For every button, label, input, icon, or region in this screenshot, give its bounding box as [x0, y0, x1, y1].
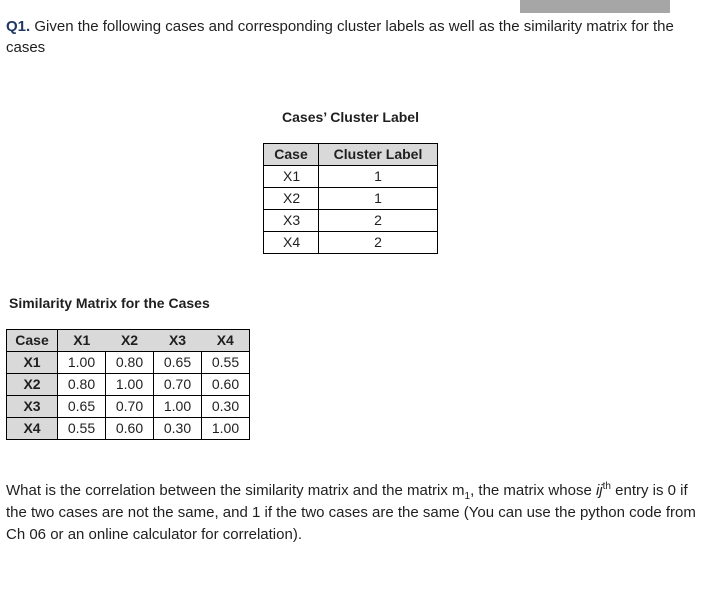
table-header-row [7, 330, 250, 352]
top-gray-bar [520, 0, 670, 13]
case-cell: X1 [264, 166, 319, 188]
matrix-cell: 1.00 [202, 418, 250, 440]
matrix-cell: 0.30 [202, 396, 250, 418]
similarity-table-title: Similarity Matrix for the Cases [9, 295, 210, 311]
case-cell: X3 [264, 210, 319, 232]
matrix-cell: 0.60 [106, 418, 154, 440]
header-x3: X3 [154, 330, 202, 352]
row-header: X1 [7, 352, 58, 374]
row-header: X3 [7, 396, 58, 418]
answer-part2: , the matrix whose [470, 482, 596, 499]
table-row [264, 188, 438, 210]
subscript-one: 1 [464, 491, 471, 502]
header-case: Case [264, 144, 319, 166]
table-row [7, 418, 250, 440]
matrix-cell: 0.65 [154, 352, 202, 374]
table-row [7, 352, 250, 374]
header-cluster-label: Cluster Label [319, 144, 438, 166]
answer-question-text [6, 480, 696, 546]
matrix-cell: 0.70 [106, 396, 154, 418]
answer-part1: What is the correlation between the similarity matrix and the matrix m [6, 482, 465, 499]
matrix-cell: 0.60 [202, 374, 250, 396]
matrix-cell: 0.65 [58, 396, 106, 418]
row-header: X4 [7, 418, 58, 440]
similarity-matrix-table [6, 329, 250, 440]
matrix-cell: 0.55 [58, 418, 106, 440]
label-cell: 2 [319, 232, 438, 254]
question-text [6, 16, 696, 58]
table-row [7, 374, 250, 396]
cluster-table-title: Cases’ Cluster Label [282, 109, 419, 125]
question-body: Given the following cases and corresponding cluster labels as well as the similarity matrix for the cases [6, 18, 674, 56]
matrix-cell: 0.70 [154, 374, 202, 396]
table-row [264, 166, 438, 188]
header-x2: X2 [106, 330, 154, 352]
matrix-cell: 0.30 [154, 418, 202, 440]
label-cell: 1 [319, 166, 438, 188]
matrix-cell: 0.80 [58, 374, 106, 396]
label-cell: 1 [319, 188, 438, 210]
matrix-cell: 1.00 [106, 374, 154, 396]
label-cell: 2 [319, 210, 438, 232]
ij-italic: ij [595, 482, 603, 499]
table-row [264, 232, 438, 254]
row-header: X2 [7, 374, 58, 396]
case-cell: X4 [264, 232, 319, 254]
header-x4: X4 [202, 330, 250, 352]
cluster-label-table [263, 143, 438, 254]
table-row [264, 210, 438, 232]
superscript-th: th [602, 481, 611, 492]
table-header-row [264, 144, 438, 166]
matrix-cell: 1.00 [58, 352, 106, 374]
matrix-cell: 0.55 [202, 352, 250, 374]
header-corner: Case [7, 330, 58, 352]
matrix-cell: 1.00 [154, 396, 202, 418]
question-number: Q1. [6, 18, 31, 35]
matrix-cell: 0.80 [106, 352, 154, 374]
table-row [7, 396, 250, 418]
answer-part3: entry is 0 if the two cases are not the same, and 1 if the two cases are the same (You can use the python code from Ch 06 or an online calculator for correlation). [6, 482, 696, 543]
header-x1: X1 [58, 330, 106, 352]
case-cell: X2 [264, 188, 319, 210]
